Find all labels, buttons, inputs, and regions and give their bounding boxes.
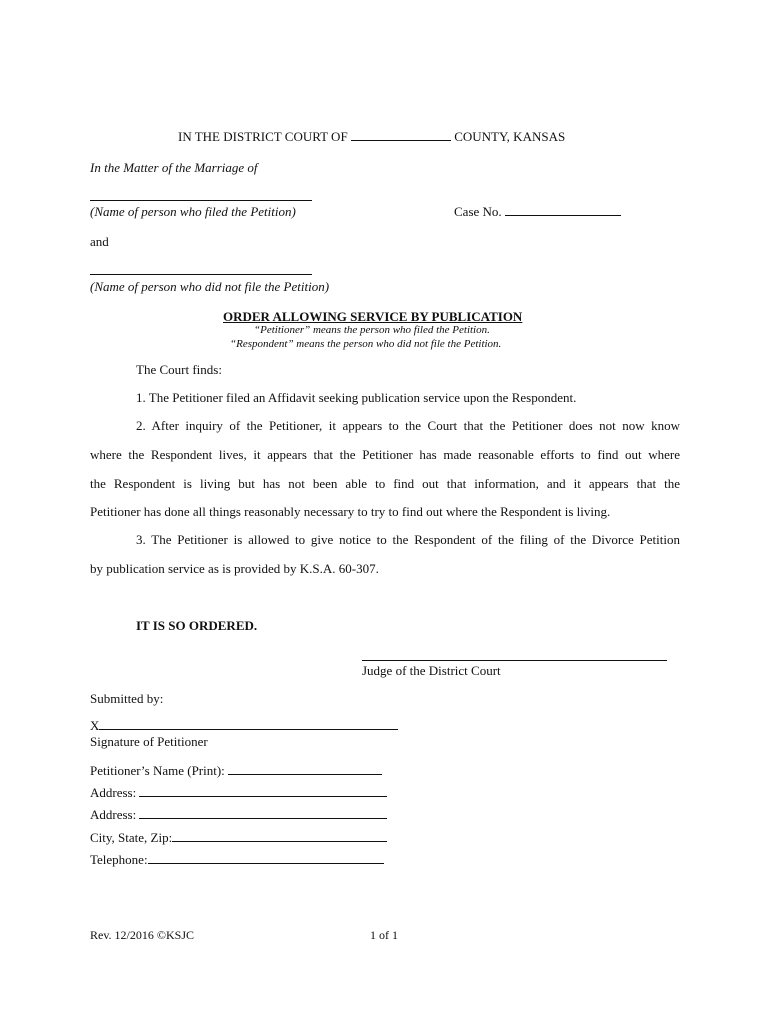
finding-2-line-4: Petitioner has done all things reasonably necessary to try to find out where the Respondent is living. bbox=[90, 504, 611, 519]
county-name-blank bbox=[351, 129, 451, 141]
finding-3-line-2: by publication service as is provided by K.S.A. 60-307. bbox=[90, 561, 379, 576]
signature-x-mark: X bbox=[90, 718, 100, 733]
petitioner-name-print-blank bbox=[228, 763, 382, 775]
city-state-zip-field bbox=[90, 830, 387, 846]
respondent-definition: “Respondent” means the person who did not file the Petition. bbox=[230, 338, 502, 350]
finding-2-line-3: the Respondent is living but has not been able to find out that information, and it appears that the bbox=[90, 476, 680, 491]
address-2-label: Address: bbox=[90, 807, 137, 822]
court-finds: The Court finds: bbox=[136, 362, 222, 377]
case-number-label: Case No. bbox=[454, 204, 502, 219]
finding-2-line-2: where the Respondent lives, it appears that the Petitioner has made reasonable efforts to find out where bbox=[90, 447, 680, 462]
petitioner-definition: “Petitioner” means the person who filed the Petition. bbox=[254, 324, 490, 336]
so-ordered: IT IS SO ORDERED. bbox=[136, 618, 258, 633]
petitioner-signature-field bbox=[90, 718, 398, 734]
respondent-name-line bbox=[90, 274, 312, 275]
city-state-zip-label: City, State, Zip: bbox=[90, 830, 173, 845]
petitioner-signature-blank bbox=[99, 718, 398, 730]
address-2-blank bbox=[139, 807, 387, 819]
respondent-name-label: (Name of person who did not file the Petition) bbox=[90, 279, 330, 294]
petitioner-name-label: (Name of person who filed the Petition) bbox=[90, 204, 296, 219]
case-number bbox=[454, 204, 621, 220]
submitted-by: Submitted by: bbox=[90, 691, 164, 706]
address-1-field bbox=[90, 785, 387, 801]
petitioner-name-line bbox=[90, 200, 312, 201]
case-number-blank bbox=[505, 204, 621, 216]
and-label: and bbox=[90, 234, 109, 249]
telephone-blank bbox=[148, 852, 384, 864]
address-1-blank bbox=[139, 785, 387, 797]
address-1-label: Address: bbox=[90, 785, 137, 800]
petitioner-name-print-label: Petitioner’s Name (Print): bbox=[90, 763, 225, 778]
address-2-field bbox=[90, 807, 387, 823]
court-header-suffix: COUNTY, KANSAS bbox=[454, 129, 566, 144]
signature-label: Signature of Petitioner bbox=[90, 734, 208, 749]
page-number: 1 of 1 bbox=[370, 928, 398, 942]
court-header bbox=[178, 129, 565, 145]
finding-2-line-1: 2. After inquiry of the Petitioner, it appears to the Court that the Petitioner does not now know bbox=[136, 418, 680, 433]
court-header-prefix: IN THE DISTRICT COURT OF bbox=[178, 129, 348, 144]
order-title: ORDER ALLOWING SERVICE BY PUBLICATION bbox=[223, 309, 523, 324]
petitioner-name-field bbox=[90, 763, 382, 779]
matter-caption: In the Matter of the Marriage of bbox=[90, 160, 258, 175]
revision-footer: Rev. 12/2016 ©KSJC bbox=[90, 928, 195, 942]
telephone-label: Telephone: bbox=[90, 852, 148, 867]
city-state-zip-blank bbox=[172, 830, 387, 842]
finding-1: 1. The Petitioner filed an Affidavit seeking publication service upon the Respondent. bbox=[136, 390, 577, 405]
judge-label: Judge of the District Court bbox=[362, 663, 501, 678]
finding-3-line-1: 3. The Petitioner is allowed to give notice to the Respondent of the filing of the Divorce Petition bbox=[136, 532, 680, 547]
judge-signature-line bbox=[362, 660, 667, 661]
telephone-field bbox=[90, 852, 384, 868]
